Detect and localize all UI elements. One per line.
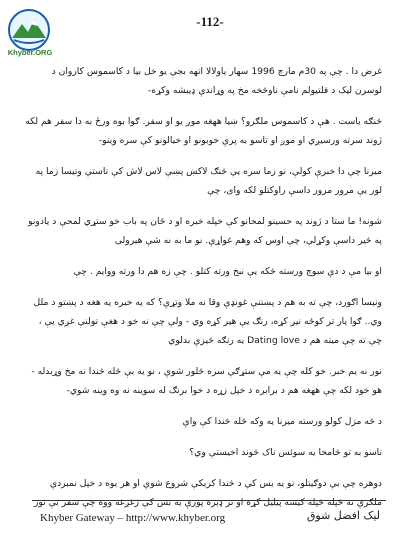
paragraph: میرنا چې دا خبرې کولې، نو زما سره یې څنګ لاکښ پښې لاس لاش کې تاستې وتیسا زما په لور یې مرور مرور داسې راوکتلو لکه وای، چې [35, 166, 382, 196]
paragraph: نور نه یم خبر. خو کله چې یه مې ستړګې سره څلور شوې ، نو یه بې څله څندا نه مخ وړبدله - هو خود لکه چې ههغه هم د برابره د خپل زړه د خوا برنګ له سوینه نه وه وینه شوي- [31, 366, 382, 396]
paragraph: غرض دا . چې په 30م مارچ 1996 سهار یاولالا اتهه بجې یو خل بیا د کاسموس کاروان د لوسرن لیک د فلتیولم نامې ناوڅخه مخ په وړاندې ډیبشه وکړه- [51, 66, 382, 96]
footer-divider [32, 500, 386, 501]
document-body [24, 62, 382, 524]
footer-author: لیک افضل شوق [306, 509, 380, 522]
paragraph: څنګه یاست . هې د کاسموس ملګرو؟ ښیا ههغه موږ یو او سفر. ګوا بوه ورځ به دا سفر هم لکه ژوند سرته ورسیږي او موږ او تاسو به پرې خوبونو او خیالونو کې سره وینو- [25, 116, 382, 146]
paragraph: شونه! ما ستا د ژوند په حسینو لمحانو کې خپله خبره او د ځان په باب خو ستړي لمحې د یادونو په څیر داسې وکړلې، چې اوس که وهم غواړې. نو ما به نه شې هیرولی [28, 216, 382, 246]
footer-site-link[interactable]: Khyber Gateway – http://www.khyber.org [40, 512, 226, 524]
paragraph: ونیسا اګورد، چې ته به هم د پښتنې غونډې وقا نه ملا وتړې؟ که یه خبره یه هغه د پښتو د ملل وي.. ګوا یار تر کوځه نیږ کړه، رنګ یې هیر کړه وي - ولې چې نه خو د هغې تولنې غږي یې ، چې ته چې میته هم د Dating love یه رنګه څیزې بدلوي [33, 297, 382, 346]
logo-caption: Khyber.ORG [7, 48, 53, 57]
paragraph: او بیا مې د دې سوچ ورسته څکه یې نبخ ورته کتلو . چې زه هم دا ورته ووایم . چې [73, 266, 382, 277]
paragraph: دوهره چې بې دوګیتلو، نو یه بس کې د څندا کریکې شروع شوې او هر یوه د خپل نمبردې ملګرې نه څپله څپله کیسه پیلیل کړه او تر ډېره پورې یه بس کې ژغږغه ووه چې سفر بې نور [33, 478, 382, 508]
page-number: -112- [196, 14, 224, 29]
paragraph: تاسو به تو څامخا یه سوئس ناک څوند اخیستې وي؟ [189, 447, 382, 458]
paragraph: د څه مزل کولو ورسته میرنا یه وکه څله څندا کې واې [182, 416, 382, 427]
